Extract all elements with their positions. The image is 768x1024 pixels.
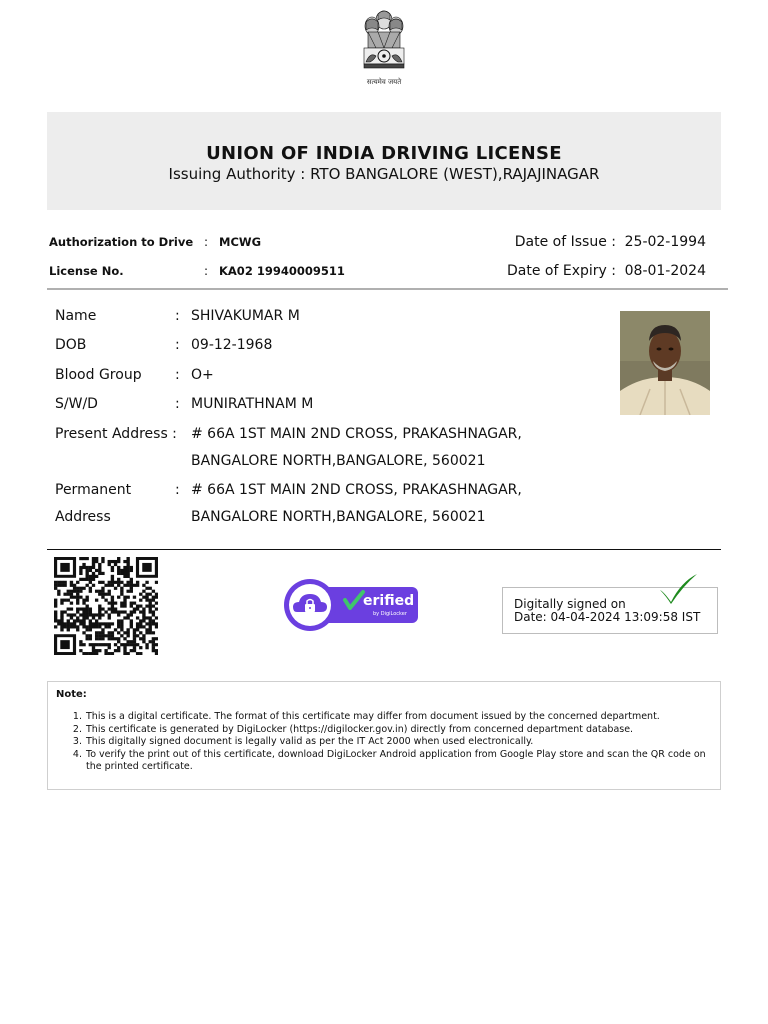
- permanent-address-line1: # 66A 1ST MAIN 2ND CROSS, PRAKASHNAGAR,: [191, 482, 522, 498]
- authorization-row: [49, 231, 261, 253]
- note-number: 4.: [72, 748, 82, 760]
- present-address-line2: BANGALORE NORTH,BANGALORE, 560021: [191, 453, 486, 469]
- detail-label: Address: [55, 509, 111, 525]
- holder-name: SHIVAKUMAR M: [191, 308, 300, 324]
- expiry-date-label: Date of Expiry :: [507, 263, 616, 279]
- national-emblem: [356, 6, 412, 90]
- detail-label: Permanent: [55, 482, 132, 498]
- present-address-line1: # 66A 1ST MAIN 2ND CROSS, PRAKASHNAGAR,: [191, 426, 522, 442]
- expiry-date-value: 08-01-2024: [624, 263, 706, 279]
- note-number: 1.: [72, 711, 82, 722]
- detail-label: S/W/D: [55, 396, 98, 412]
- emblem-motto: सत्यमेव जयते: [366, 78, 402, 86]
- detail-label: Name: [55, 308, 97, 324]
- verification-qr-code: [54, 557, 158, 655]
- document-title: UNION OF INDIA DRIVING LICENSE: [206, 143, 562, 164]
- note-text: This digitally signed document is legally valid as per the IT Act 2000 when used electronically.: [86, 736, 534, 747]
- issue-date-value: 25-02-1994: [624, 234, 706, 250]
- colon: :: [175, 308, 180, 324]
- note-number: 2.: [72, 723, 82, 735]
- note-text: To verify the print out of this certificate, download DigiLocker Android application from Google Play store and scan the QR code on the printed certificate.: [86, 748, 706, 772]
- colon: :: [175, 482, 180, 498]
- national-emblem-icon: [356, 6, 412, 78]
- note-title: Note:: [56, 689, 87, 700]
- license-number: KA02 19940009511: [219, 264, 345, 278]
- colon: :: [175, 337, 180, 353]
- detail-label: Blood Group: [55, 367, 142, 383]
- digilocker-verified-badge: [283, 578, 419, 632]
- authorization-label: Authorization to Drive: [49, 235, 194, 249]
- note-item: [68, 736, 712, 749]
- colon: :: [204, 235, 209, 249]
- document-header: [47, 112, 721, 210]
- issue-date-label: Date of Issue :: [514, 234, 616, 250]
- verified-text: erified: [363, 593, 415, 609]
- checkmark: [655, 572, 699, 608]
- holder-blood-group: O+: [191, 367, 214, 383]
- note-box: [47, 681, 721, 790]
- signature-date: Date: 04-04-2024 13:09:58 IST: [514, 610, 701, 624]
- signature-line1: Digitally signed on: [514, 597, 626, 611]
- holder-relation-name: MUNIRATHNAM M: [191, 396, 314, 412]
- verified-subtext: by DigiLocker: [373, 611, 407, 617]
- issuing-authority: Issuing Authority : RTO BANGALORE (WEST),RAJAJINAGAR: [168, 165, 600, 183]
- holder-dob: 09-12-1968: [191, 337, 273, 353]
- note-text: This certificate is generated by DigiLocker (https://digilocker.gov.in) directly from concerned department database.: [86, 723, 634, 735]
- issue-date-row: [487, 231, 706, 253]
- expiry-date-row: [487, 260, 706, 282]
- colon: :: [175, 396, 180, 412]
- colon: :: [175, 367, 180, 383]
- note-item: [68, 749, 712, 774]
- note-item: [68, 724, 712, 737]
- detail-label: DOB: [55, 337, 87, 353]
- permanent-address-line2: BANGALORE NORTH,BANGALORE, 560021: [191, 509, 486, 525]
- portrait-image: [620, 311, 710, 415]
- authorization-value: MCWG: [219, 235, 262, 249]
- section-divider: [47, 288, 728, 290]
- note-list: [68, 711, 712, 774]
- qr-code-icon: [54, 557, 158, 655]
- note-number: 3.: [72, 736, 82, 747]
- note-text: This is a digital certificate. The format of this certificate may differ from document issued by the concerned department.: [86, 711, 660, 722]
- license-row: [49, 260, 345, 282]
- note-item: [68, 711, 712, 724]
- section-divider: [47, 549, 721, 550]
- checkmark-icon: [655, 572, 699, 608]
- colon: :: [204, 264, 209, 278]
- holder-photo: [620, 311, 710, 415]
- license-label: License No.: [49, 264, 124, 278]
- detail-label: Present Address :: [55, 426, 177, 442]
